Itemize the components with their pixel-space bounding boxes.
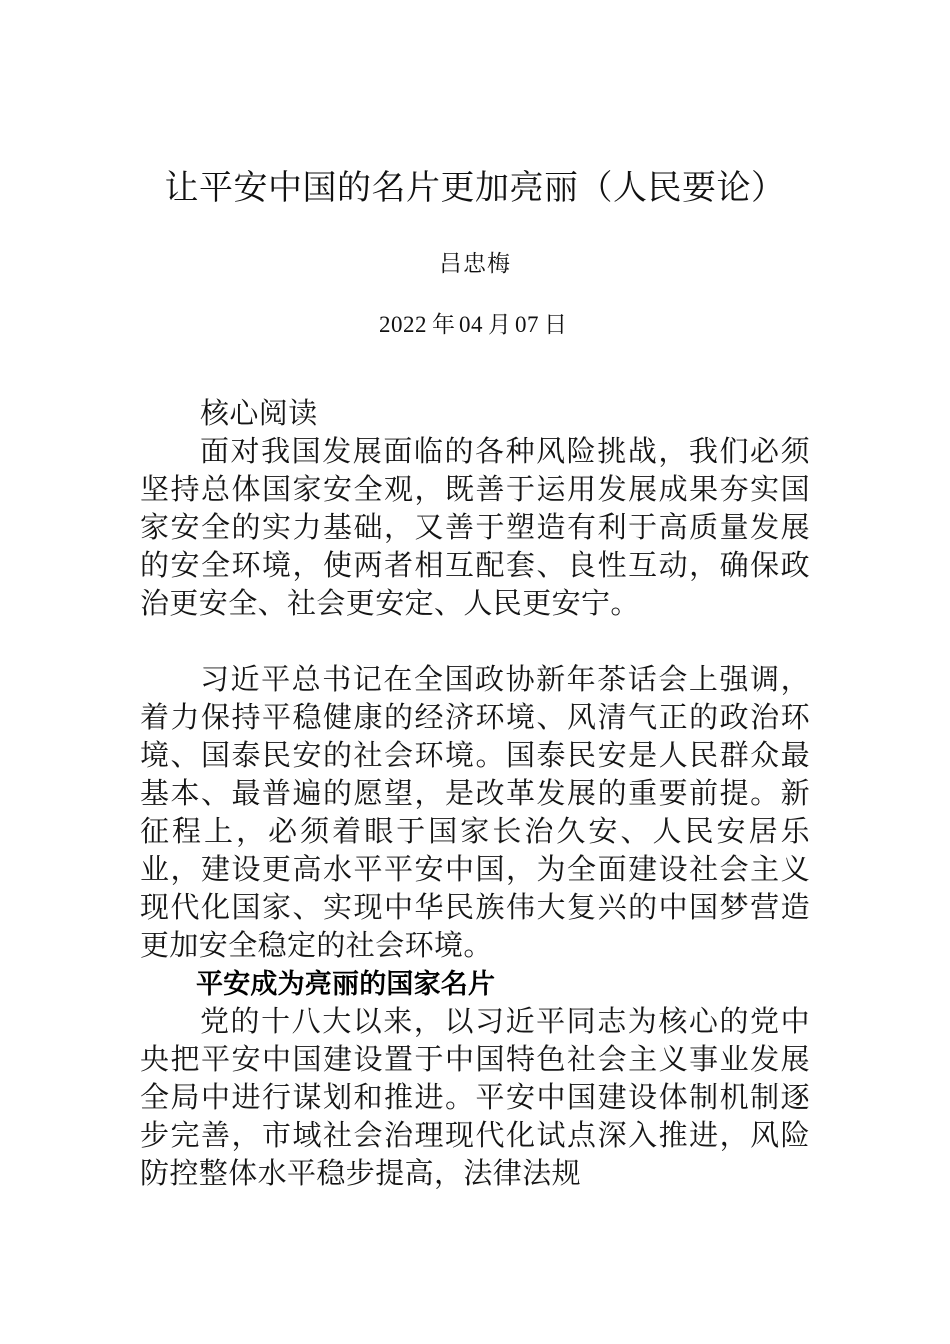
paragraph-since-18th-congress: 党的十八大以来，以习近平同志为核心的党中央把平安中国建设置于中国特色社会主义事业发展全局中进行谋划和推进。平安中国建设体制机制逐步完善，市域社会治理现代化试点深入推进，风险防控整体水平稳步提高，法律法规 (140, 1005, 810, 1190)
date-month-unit: 月 (488, 311, 511, 337)
page-title: 让平安中国的名片更加亮丽（人民要论） (164, 170, 786, 207)
document-body (140, 339, 810, 1193)
date-day-unit: 日 (544, 311, 567, 337)
lead-label: 核心阅读 (200, 397, 318, 430)
section-heading: 平安成为亮丽的国家名片 (196, 968, 496, 999)
document-masthead (0, 0, 950, 339)
date-month: 04 (459, 311, 483, 337)
paragraph-core-reading: 面对我国发展面临的各种风险挑战，我们必须坚持总体国家安全观，既善于运用发展成果夯实国家安全的实力基础，又善于塑造有利于高质量发展的安全环境，使两者相互配套、良性互动，确保政治更安全、社会更安定、人民更安宁。 (140, 435, 810, 620)
publication-date (0, 278, 950, 339)
author-byline: 吕忠梅 (439, 250, 511, 276)
date-day: 07 (515, 311, 539, 337)
date-year-unit: 年 (432, 311, 455, 337)
paragraph-xi-quote: 习近平总书记在全国政协新年茶话会上强调，着力保持平稳健康的经济环境、风清气正的政治环境、国泰民安的社会环境。国泰民安是人民群众最基本、最普遍的愿望，是改革发展的重要前提。新征程上，必须着眼于国家长治久安、人民安居乐业，建设更高水平平安中国，为全面建设社会主义现代化国家、实现中华民族伟大复兴的中国梦营造更加安全稳定的社会环境。 (140, 663, 810, 962)
date-year: 2022 (379, 311, 427, 337)
